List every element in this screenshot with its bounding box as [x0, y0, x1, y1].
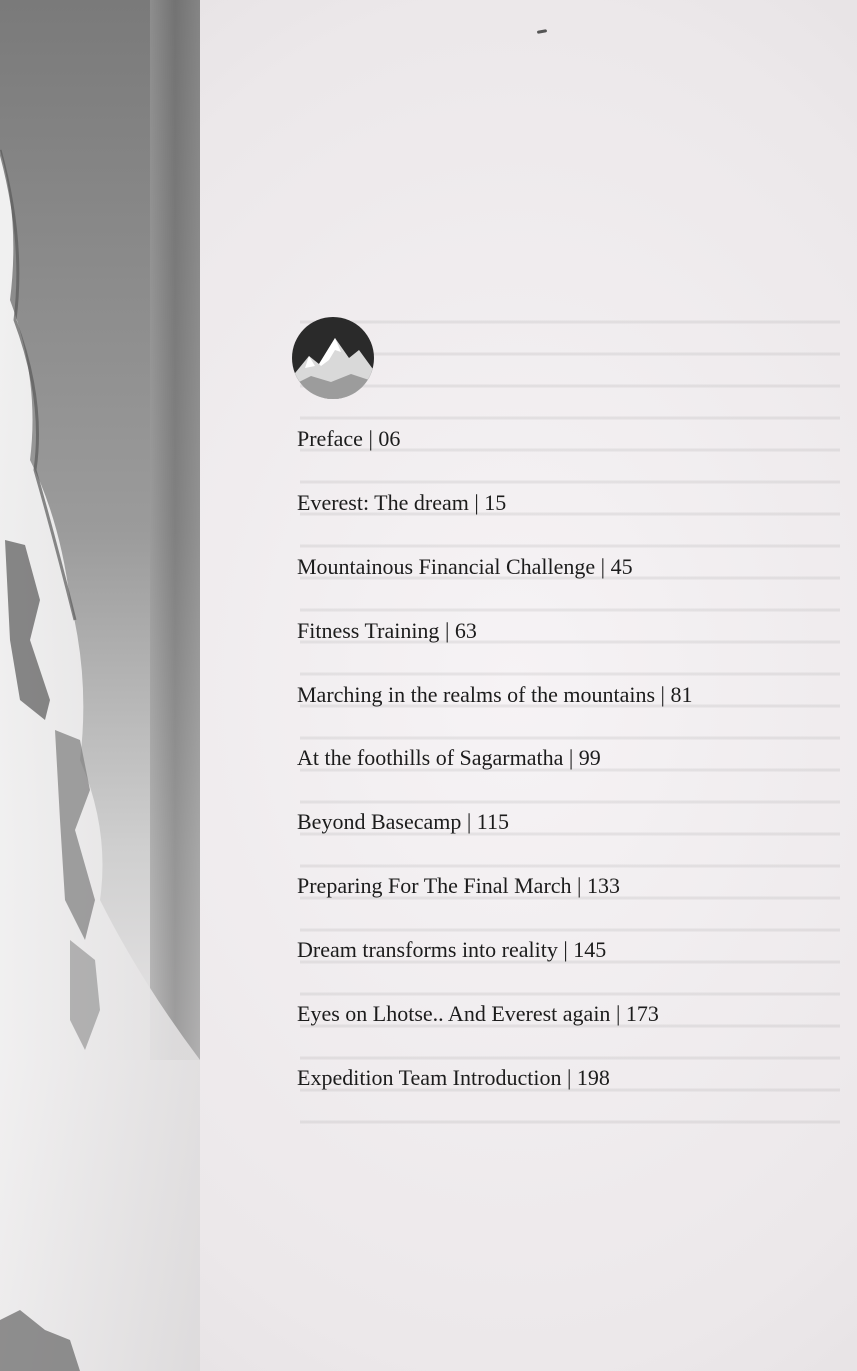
toc-entry-title: Eyes on Lhotse.. And Everest again	[297, 1001, 611, 1027]
toc-entry[interactable]	[297, 616, 692, 680]
toc-entry-page: 198	[576, 1064, 610, 1090]
toc-entry[interactable]	[297, 935, 692, 999]
toc-entry-title: Mountainous Financial Challenge	[297, 553, 596, 579]
toc-separator: |	[439, 617, 455, 643]
toc-entry-page: 45	[610, 553, 633, 579]
toc-separator: |	[655, 681, 671, 707]
toc-entry-title: Marching in the realms of the mountains	[297, 681, 656, 707]
toc-separator: |	[571, 873, 587, 899]
toc-entry-title: At the foothills of Sagarmatha	[297, 745, 564, 771]
toc-entry-page: 133	[586, 873, 620, 899]
toc-entry-page: 99	[578, 745, 601, 771]
paper-speck	[537, 29, 547, 34]
toc-entry[interactable]	[297, 488, 692, 552]
toc-separator: |	[595, 553, 611, 579]
toc-entry-title: Dream transforms into reality	[297, 937, 558, 963]
toc-entry-page: 63	[454, 617, 477, 643]
toc-separator: |	[610, 1001, 626, 1027]
toc-entry-title: Preface	[297, 426, 363, 451]
toc-entry[interactable]	[297, 807, 692, 871]
toc-entry-page: 173	[625, 1001, 659, 1027]
toc-separator: |	[557, 937, 574, 963]
toc-entry-title: Everest: The dream	[297, 489, 469, 515]
toc-separator: |	[362, 426, 379, 451]
mountain-photo-strip	[0, 0, 230, 1371]
toc-entry-title: Expedition Team Introduction	[297, 1064, 562, 1090]
toc-entry-title: Beyond Basecamp	[297, 809, 462, 835]
toc-entry-page: 15	[484, 489, 507, 515]
toc-separator: |	[563, 745, 579, 771]
toc-separator: |	[461, 809, 477, 835]
toc-entry[interactable]	[297, 871, 692, 935]
table-of-contents	[297, 424, 692, 1127]
toc-entry-title: Preparing For The Final March	[297, 873, 572, 899]
toc-entry-page: 81	[670, 681, 693, 707]
toc-entry-title: Fitness Training	[297, 617, 440, 643]
toc-entry[interactable]	[297, 1063, 692, 1127]
toc-entry[interactable]	[297, 552, 692, 616]
toc-entry-page: 06	[378, 426, 401, 451]
toc-entry-page: 145	[573, 937, 607, 963]
mountain-peak-logo	[291, 316, 375, 400]
toc-separator: |	[561, 1064, 577, 1090]
toc-entry[interactable]	[297, 999, 692, 1063]
toc-entry[interactable]	[297, 743, 692, 807]
toc-entry[interactable]	[297, 424, 692, 488]
toc-separator: |	[468, 489, 485, 515]
toc-entry[interactable]	[297, 680, 692, 744]
toc-entry-page: 115	[476, 809, 509, 835]
